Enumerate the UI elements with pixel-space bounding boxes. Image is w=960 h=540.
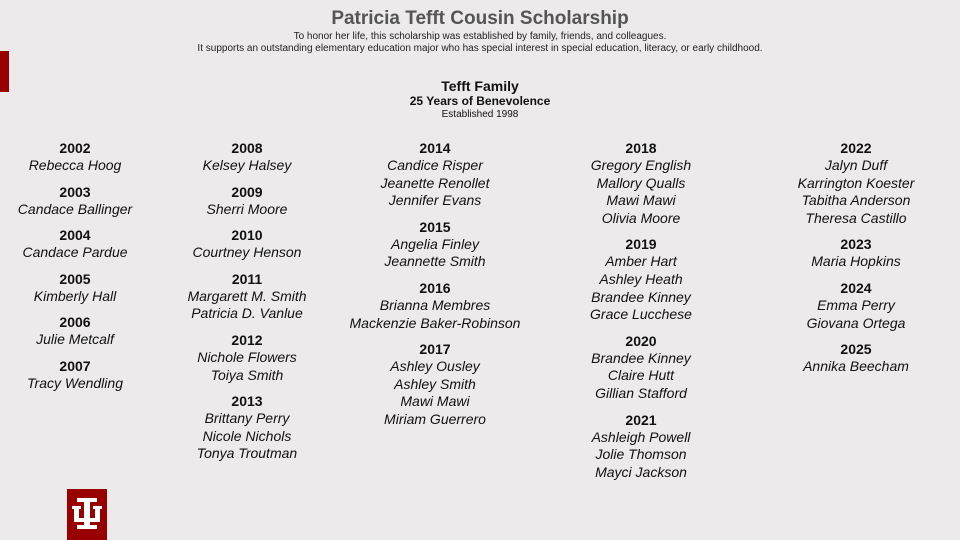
year-block [531, 139, 751, 227]
recipient-name: Courtney Henson [192, 244, 302, 261]
year-block [325, 139, 545, 210]
year-heading: 2007 [59, 357, 91, 374]
recipient-name: Jennifer Evans [388, 192, 482, 209]
year-block [531, 411, 751, 482]
recipients-column-4 [531, 139, 751, 489]
recipient-name: Jalyn Duff [824, 157, 888, 173]
year-block [746, 340, 960, 376]
year-heading: 2024 [840, 279, 872, 296]
recipient-name: Mawi Mawi [606, 192, 676, 209]
recipient-name: Tabitha Anderson [801, 192, 911, 209]
recipient-name: Mackenzie Baker-Robinson [349, 314, 521, 331]
year-block [325, 218, 545, 271]
year-heading: 2006 [59, 314, 91, 331]
recipient-name: Karrington Koester [797, 174, 915, 191]
year-block [746, 235, 960, 271]
page-title: Patricia Tefft Cousin Scholarship [331, 8, 629, 29]
year-block [531, 235, 751, 323]
recipient-name: Gregory English [590, 157, 692, 173]
recipient-name: Grace Lucchese [590, 306, 692, 323]
year-heading: 2002 [59, 140, 91, 156]
recipient-name: Mallory Qualls [596, 174, 686, 191]
recipient-name: Amber Hart [605, 253, 677, 270]
recipient-name: Claire Hutt [607, 367, 675, 384]
recipients-column-5 [746, 139, 960, 384]
recipient-name: Julie Metcalf [36, 331, 114, 348]
recipient-name: Tonya Troutman [196, 445, 298, 462]
recipient-name: Angelia Finley [391, 235, 479, 252]
intro-line-2: It supports an outstanding elementary education major who has special interest in special education, literacy, or early childhood. [197, 43, 763, 54]
family-subtitle: 25 Years of Benevolence [409, 94, 551, 108]
recipient-name: Miriam Guerrero [384, 410, 486, 427]
recipient-name: Mawi Mawi [400, 393, 470, 410]
year-heading: 2005 [59, 270, 91, 287]
year-block [325, 340, 545, 428]
year-block [137, 270, 357, 323]
intro-line-1: To honor her life, this scholarship was established by family, friends, and colleagues. [293, 31, 667, 42]
year-block [137, 139, 357, 175]
recipient-name: Candace Ballinger [17, 200, 133, 217]
year-heading: 2004 [59, 227, 91, 244]
recipient-name: Maria Hopkins [811, 253, 901, 270]
recipient-name: Mayci Jackson [595, 463, 687, 480]
year-heading: 2009 [231, 183, 263, 200]
recipients-column-3 [325, 139, 545, 437]
year-heading: 2010 [231, 227, 263, 244]
recipient-name: Kimberly Hall [33, 287, 117, 304]
recipient-name: Ashley Smith [394, 375, 476, 392]
year-block [746, 279, 960, 332]
year-block [137, 392, 357, 463]
recipient-name: Ashley Ousley [390, 358, 480, 375]
year-heading: 2017 [419, 341, 451, 358]
recipient-name: Gillian Stafford [595, 384, 687, 401]
year-heading: 2013 [231, 393, 263, 410]
year-heading: 2012 [231, 331, 263, 348]
iu-trident-logo-icon [67, 489, 107, 540]
recipient-name: Rebecca Hoog [28, 157, 122, 173]
recipient-name: Candace Pardue [22, 244, 128, 261]
recipient-name: Brandee Kinney [591, 288, 691, 305]
year-heading: 2018 [625, 140, 657, 156]
recipient-name: Jeanette Renollet [380, 174, 490, 191]
recipient-name: Ashley Heath [599, 270, 683, 287]
recipient-name: Jeannette Smith [384, 253, 486, 270]
year-heading: 2020 [625, 332, 657, 349]
recipient-name: Kelsey Halsey [202, 157, 292, 173]
year-heading: 2015 [419, 218, 451, 235]
year-heading: 2016 [419, 279, 451, 296]
recipient-name: Brianna Membres [379, 296, 491, 313]
recipient-name: Margarett M. Smith [187, 287, 307, 304]
year-heading: 2022 [840, 140, 872, 156]
recipient-name: Ashleigh Powell [591, 428, 691, 445]
family-title: Tefft Family [441, 78, 519, 94]
year-block [137, 331, 357, 384]
recipient-name: Nichole Flowers [197, 348, 297, 365]
recipient-name: Candice Risper [387, 157, 483, 173]
recipient-name: Annika Beecham [803, 358, 909, 375]
recipient-name: Emma Perry [817, 296, 895, 313]
recipient-name: Toiya Smith [210, 366, 284, 383]
year-heading: 2021 [625, 411, 657, 428]
recipients-column-2 [137, 139, 357, 471]
year-block [137, 183, 357, 219]
year-heading: 2011 [231, 270, 263, 287]
established-note: Established 1998 [441, 109, 519, 120]
year-block [137, 226, 357, 262]
year-heading: 2014 [419, 140, 451, 156]
year-block [325, 279, 545, 332]
recipient-name: Tracy Wendling [27, 374, 123, 391]
recipient-name: Brandee Kinney [591, 349, 691, 366]
recipient-name: Giovana Ortega [806, 314, 906, 331]
recipient-name: Theresa Castillo [805, 209, 907, 226]
year-heading: 2008 [231, 140, 263, 156]
recipient-name: Nicole Nichols [202, 427, 292, 444]
recipient-name: Patricia D. Vanlue [191, 305, 303, 322]
recipient-name: Olivia Moore [601, 209, 681, 226]
year-heading: 2025 [840, 341, 872, 358]
year-heading: 2003 [59, 183, 91, 200]
year-block [746, 139, 960, 227]
recipient-name: Sherri Moore [206, 200, 288, 217]
year-block [531, 332, 751, 403]
recipient-name: Brittany Perry [204, 410, 290, 427]
year-heading: 2023 [840, 236, 872, 253]
recipient-name: Jolie Thomson [595, 446, 687, 463]
year-heading: 2019 [625, 236, 657, 253]
